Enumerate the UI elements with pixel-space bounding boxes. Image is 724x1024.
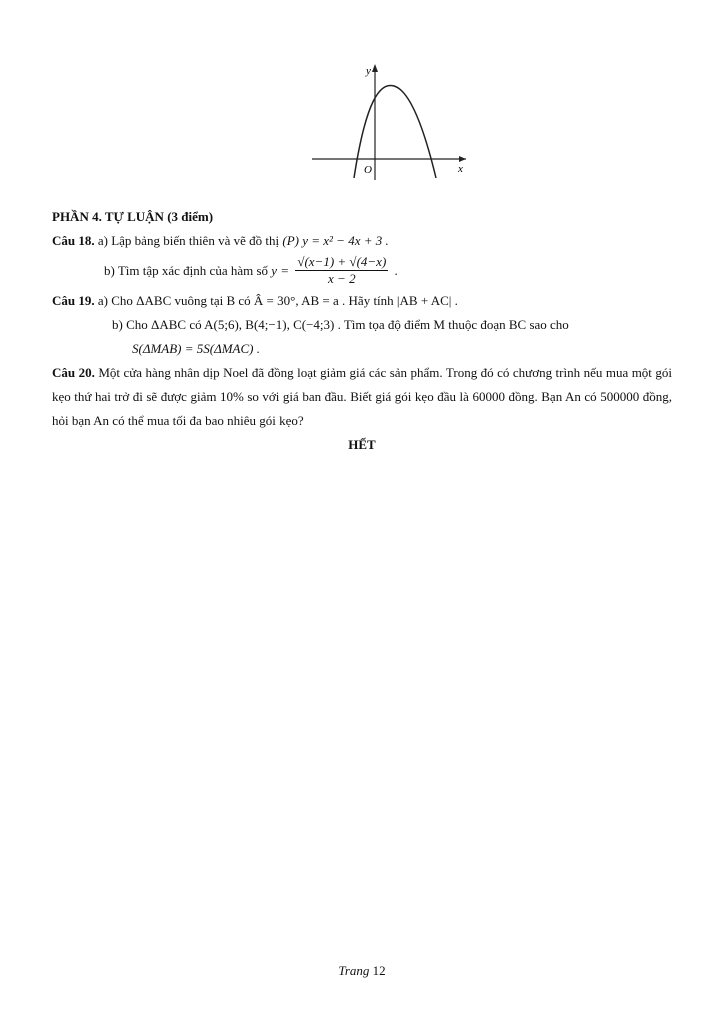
q19-b-condition: S(ΔMAB) = 5S(ΔMAC) . [132, 341, 261, 356]
end-marker: HẾT [348, 437, 376, 452]
origin-label: O [364, 164, 372, 176]
q19-a [52, 289, 672, 313]
q18-b-fraction [295, 254, 388, 287]
q18-a-text: a) Lập bảng biến thiên và vẽ đồ thị [97, 233, 280, 248]
q18-b-lhs: y = [271, 263, 290, 278]
page-footer [0, 963, 724, 979]
q18-a [52, 229, 672, 253]
q20 [52, 361, 672, 433]
x-axis-label: x [458, 163, 463, 175]
q18-number: Câu 18. [52, 233, 95, 248]
q18-b-text: b) Tìm tập xác định của hàm số [104, 263, 269, 278]
q20-number: Câu 20. [52, 365, 95, 380]
x-axis-arrow [459, 156, 466, 162]
exam-content [52, 205, 672, 457]
q19-a-text: a) Cho ΔABC vuông tại B có Â = 30°, AB = a . Hãy tính |AB + AC| . [97, 293, 458, 308]
q19-b [52, 313, 672, 337]
y-axis-label: y [366, 65, 371, 77]
q18-b-numerator: √(x−1) + √(4−x) [297, 253, 387, 269]
footer-label: Trang [338, 963, 370, 978]
q18-b-denominator: x − 2 [328, 270, 356, 286]
q19-number: Câu 19. [52, 293, 95, 308]
q18-b: b) Tìm tập xác định của hàm số y = $\frac{√(x-1) + √(4-x)}{x - 2}$ . [104, 253, 398, 286]
part4-title: PHẦN 4. TỰ LUẬN (3 điểm) [52, 209, 214, 224]
page-number: 12 [372, 963, 386, 978]
parabola-graph [308, 60, 474, 184]
q20-text: Một cửa hàng nhân dịp Noel đã đồng loạt giảm giá các sản phẩm. Trong đó có chương trình nếu mua một gói kẹo thứ hai trở đi sẽ được giảm 10% so với giá ban đầu. Biết giá gói kẹo đầu là 60000 đồng. Bạn An có 500000 đồng, hỏi bạn An có thể mua tối đa bao nhiêu gói kẹo? [52, 365, 673, 428]
y-axis-arrow [372, 64, 378, 72]
q19-b-text: b) Cho ΔABC có A(5;6), B(4;−1), C(−4;3) . Tìm tọa độ điểm M thuộc đoạn BC sao cho [112, 317, 569, 332]
q18-a-formula: (P) y = x² − 4x + 3 . [282, 233, 389, 248]
